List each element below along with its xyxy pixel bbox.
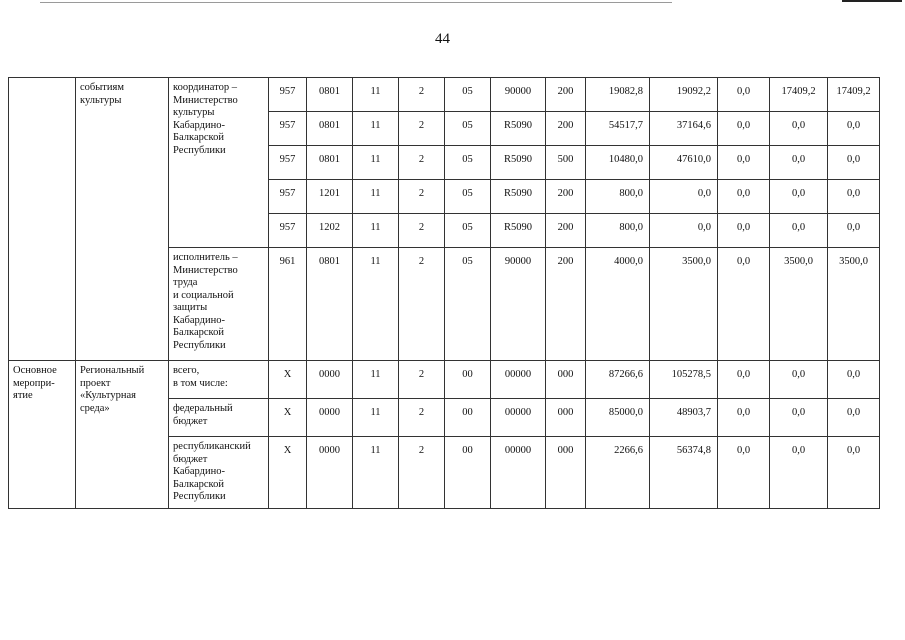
table-cell: 2 (399, 361, 445, 399)
table-cell: 00000 (491, 399, 546, 437)
table-cell: 957 (269, 112, 307, 146)
table-cell: Х (269, 399, 307, 437)
table-cell: 00000 (491, 361, 546, 399)
table-cell: 2 (399, 437, 445, 509)
table-cell: 90000 (491, 78, 546, 112)
table-cell: 3500,0 (828, 248, 880, 361)
table-cell: 0801 (307, 248, 353, 361)
table-row (9, 78, 880, 112)
table-cell: 11 (353, 112, 399, 146)
performer-cell: координатор – Министерство культуры Кабардино- Балкарской Республики (169, 78, 269, 248)
table-cell: 0,0 (770, 112, 828, 146)
table-cell: 0,0 (770, 361, 828, 399)
table-cell: 0,0 (828, 180, 880, 214)
table-cell: 000 (546, 361, 586, 399)
table-cell: 11 (353, 248, 399, 361)
table-cell: R5090 (491, 180, 546, 214)
table-cell: 0,0 (718, 248, 770, 361)
table-cell: 2 (399, 112, 445, 146)
table-cell: 0,0 (718, 180, 770, 214)
table-cell: 56374,8 (650, 437, 718, 509)
table-cell: 37164,6 (650, 112, 718, 146)
table-cell: 05 (445, 214, 491, 248)
table-cell: 200 (546, 112, 586, 146)
event-name-cell: Региональный проект «Культурная среда» (76, 361, 169, 509)
table-row (9, 361, 880, 399)
table-cell: 0801 (307, 146, 353, 180)
table-cell: 00 (445, 361, 491, 399)
table-cell: 0,0 (828, 399, 880, 437)
funding-source-cell: республиканский бюджет Кабардино- Балкарской Республики (169, 437, 269, 509)
table-cell: 1201 (307, 180, 353, 214)
table-cell: 0,0 (770, 180, 828, 214)
table-cell: 200 (546, 248, 586, 361)
table-cell: 0,0 (828, 437, 880, 509)
table-cell: 105278,5 (650, 361, 718, 399)
table-cell: 0000 (307, 399, 353, 437)
table-cell: 2 (399, 146, 445, 180)
event-type-cell: Основное меропри- ятие (9, 361, 76, 509)
table-cell: 0000 (307, 361, 353, 399)
table-cell: 0,0 (828, 112, 880, 146)
table-cell: 4000,0 (586, 248, 650, 361)
table-cell: 0000 (307, 437, 353, 509)
table-cell: 00 (445, 437, 491, 509)
table-cell: 90000 (491, 248, 546, 361)
table-cell: 11 (353, 399, 399, 437)
table-cell: 200 (546, 214, 586, 248)
table-cell: 957 (269, 78, 307, 112)
table-cell: 3500,0 (770, 248, 828, 361)
table-cell: 961 (269, 248, 307, 361)
table-cell: 0,0 (718, 146, 770, 180)
table-cell: 54517,7 (586, 112, 650, 146)
table-cell: 0,0 (770, 146, 828, 180)
top-rule (40, 2, 672, 3)
table-body (9, 78, 880, 509)
table-cell: 200 (546, 78, 586, 112)
table-cell: 05 (445, 112, 491, 146)
table-cell: 0801 (307, 112, 353, 146)
table-cell: 05 (445, 78, 491, 112)
top-right-rule (842, 0, 902, 2)
table-cell: 0,0 (718, 437, 770, 509)
table-cell: 11 (353, 180, 399, 214)
table-cell: 19082,8 (586, 78, 650, 112)
table-cell: 0,0 (718, 361, 770, 399)
event-type-cell (9, 78, 76, 361)
table-cell: 2 (399, 78, 445, 112)
table-cell: 957 (269, 180, 307, 214)
table-cell: 2 (399, 180, 445, 214)
table-cell: R5090 (491, 112, 546, 146)
table-cell: 0,0 (828, 146, 880, 180)
table-cell: 0,0 (770, 399, 828, 437)
table-cell: 48903,7 (650, 399, 718, 437)
table-cell: 05 (445, 180, 491, 214)
table-cell: 05 (445, 248, 491, 361)
table-cell: 11 (353, 214, 399, 248)
table-cell: 500 (546, 146, 586, 180)
table-cell: 957 (269, 214, 307, 248)
table-cell: 47610,0 (650, 146, 718, 180)
table-cell: 1202 (307, 214, 353, 248)
table-cell: 11 (353, 437, 399, 509)
table-cell: 3500,0 (650, 248, 718, 361)
table-cell: 11 (353, 146, 399, 180)
table-cell: 11 (353, 361, 399, 399)
table-cell: 0,0 (650, 180, 718, 214)
table-cell: 200 (546, 180, 586, 214)
budget-table (8, 77, 880, 509)
table-cell: 19092,2 (650, 78, 718, 112)
table-cell: 17409,2 (828, 78, 880, 112)
funding-source-cell: федеральный бюджет (169, 399, 269, 437)
table-cell: 800,0 (586, 214, 650, 248)
table-cell: 0,0 (718, 78, 770, 112)
page-number: 44 (435, 31, 450, 47)
table-cell: 000 (546, 437, 586, 509)
table-cell: 0,0 (770, 214, 828, 248)
table-cell: R5090 (491, 214, 546, 248)
table-cell: Х (269, 361, 307, 399)
table-cell: 2 (399, 399, 445, 437)
table-cell: 00000 (491, 437, 546, 509)
performer-cell: исполнитель – Министерство труда и социальной защиты Кабардино- Балкарской Республики (169, 248, 269, 361)
table-cell: 0,0 (828, 214, 880, 248)
table-cell: 00 (445, 399, 491, 437)
table-cell: 0,0 (718, 399, 770, 437)
table-cell: 957 (269, 146, 307, 180)
table-cell: 0801 (307, 78, 353, 112)
table-cell: 11 (353, 78, 399, 112)
table-cell: 2266,6 (586, 437, 650, 509)
table-cell: 05 (445, 146, 491, 180)
table-cell: 87266,6 (586, 361, 650, 399)
event-name-cell: событиям культуры (76, 78, 169, 361)
table-cell: 0,0 (718, 112, 770, 146)
table-cell: 17409,2 (770, 78, 828, 112)
table-cell: 800,0 (586, 180, 650, 214)
table-cell: 000 (546, 399, 586, 437)
funding-source-cell: всего, в том числе: (169, 361, 269, 399)
table-cell: 0,0 (828, 361, 880, 399)
table-cell: 0,0 (718, 214, 770, 248)
table-cell: 2 (399, 214, 445, 248)
table-cell: 85000,0 (586, 399, 650, 437)
table-cell: R5090 (491, 146, 546, 180)
table-cell: 10480,0 (586, 146, 650, 180)
table-cell: 0,0 (650, 214, 718, 248)
table-cell: 0,0 (770, 437, 828, 509)
table-cell: 2 (399, 248, 445, 361)
table-cell: Х (269, 437, 307, 509)
